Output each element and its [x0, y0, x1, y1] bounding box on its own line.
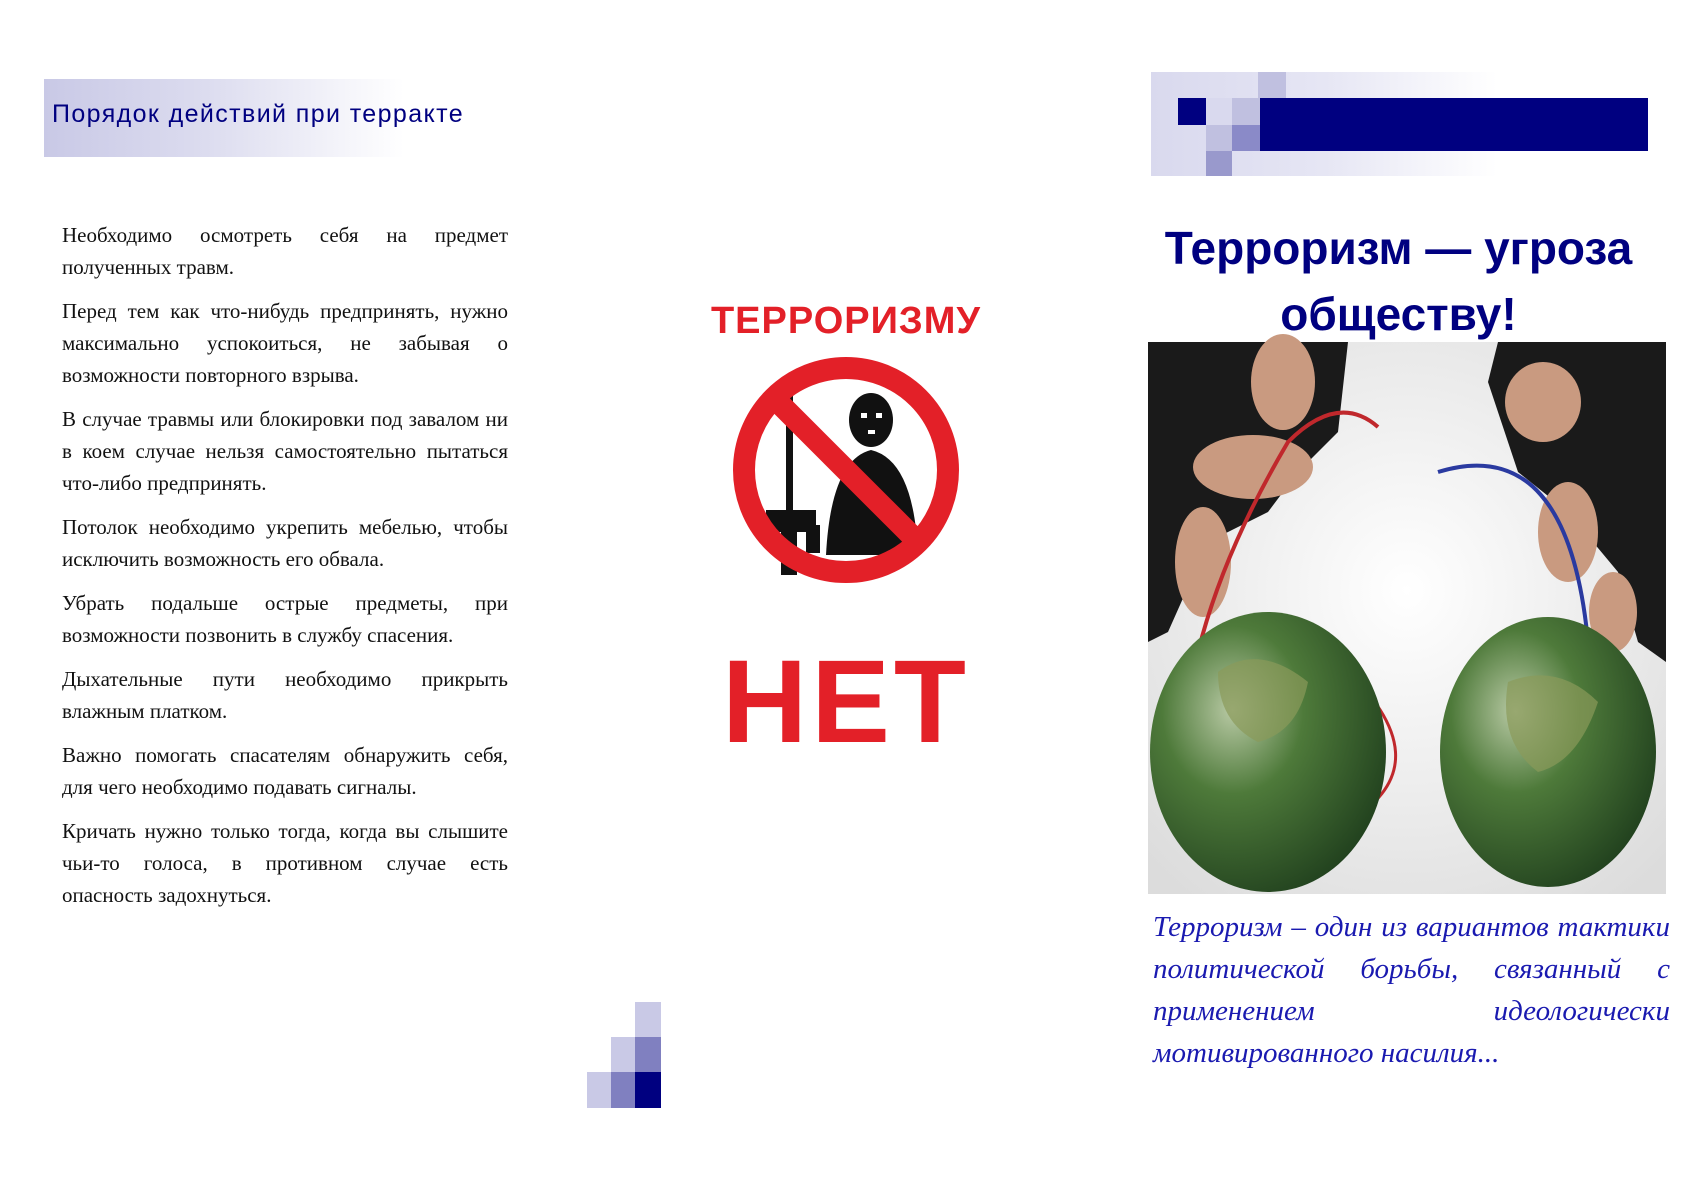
- terrorism-definition: Терроризм – один из вариантов тактики политической борьбы, связанный с применением идеологически мотивированного насилия...: [1153, 911, 1670, 1069]
- left-panel-text: [62, 219, 508, 923]
- instruction-paragraph: Потолок необходимо укрепить мебелью, чтобы исключить возможность его обвала.: [62, 515, 508, 571]
- instruction-paragraph: Убрать подальше острые предметы, при возможности позвонить в службу спасения.: [62, 591, 508, 647]
- no-terrorism-sign: [710, 295, 982, 768]
- deco-square: [1232, 98, 1260, 125]
- left-panel-heading: Порядок действий при терракте: [52, 100, 464, 128]
- instruction-paragraph: Важно помогать спасателям обнаружить себя, для чего необходимо подавать сигналы.: [62, 743, 508, 799]
- instruction-paragraph: Необходимо осмотреть себя на предмет полученных травм.: [62, 223, 508, 279]
- title-line: Терроризм — угроза: [1164, 222, 1633, 274]
- title-line: обществу!: [1280, 288, 1517, 340]
- deco-square: [1206, 151, 1232, 176]
- deco-square: [1232, 125, 1260, 151]
- instruction-paragraph: В случае травмы или блокировки под завалом ни в коем случае нельзя самостоятельно пытаться что-либо предпринять.: [62, 407, 508, 495]
- sign-bottom-text: НЕТ: [722, 636, 970, 768]
- header-navy-bar: [1260, 98, 1648, 151]
- deco-square: [1178, 98, 1206, 125]
- hands-with-globes-image: [1148, 342, 1666, 894]
- sign-top-text: ТЕРРОРИЗМУ: [710, 300, 982, 342]
- deco-square: [1258, 72, 1286, 98]
- brochure-title: [1151, 215, 1646, 347]
- deco-square: [1206, 98, 1232, 125]
- instruction-paragraph: Кричать нужно только тогда, когда вы слышите чьи-то голоса, в противном случае есть опасность задохнуться.: [62, 819, 508, 907]
- instruction-paragraph: Дыхательные пути необходимо прикрыть влажным платком.: [62, 667, 508, 723]
- deco-square: [1206, 125, 1232, 151]
- decorative-squares: [587, 1002, 661, 1108]
- instruction-paragraph: Перед тем как что-нибудь предпринять, нужно максимально успокоиться, не забывая о возможности повторного взрыва.: [62, 299, 508, 387]
